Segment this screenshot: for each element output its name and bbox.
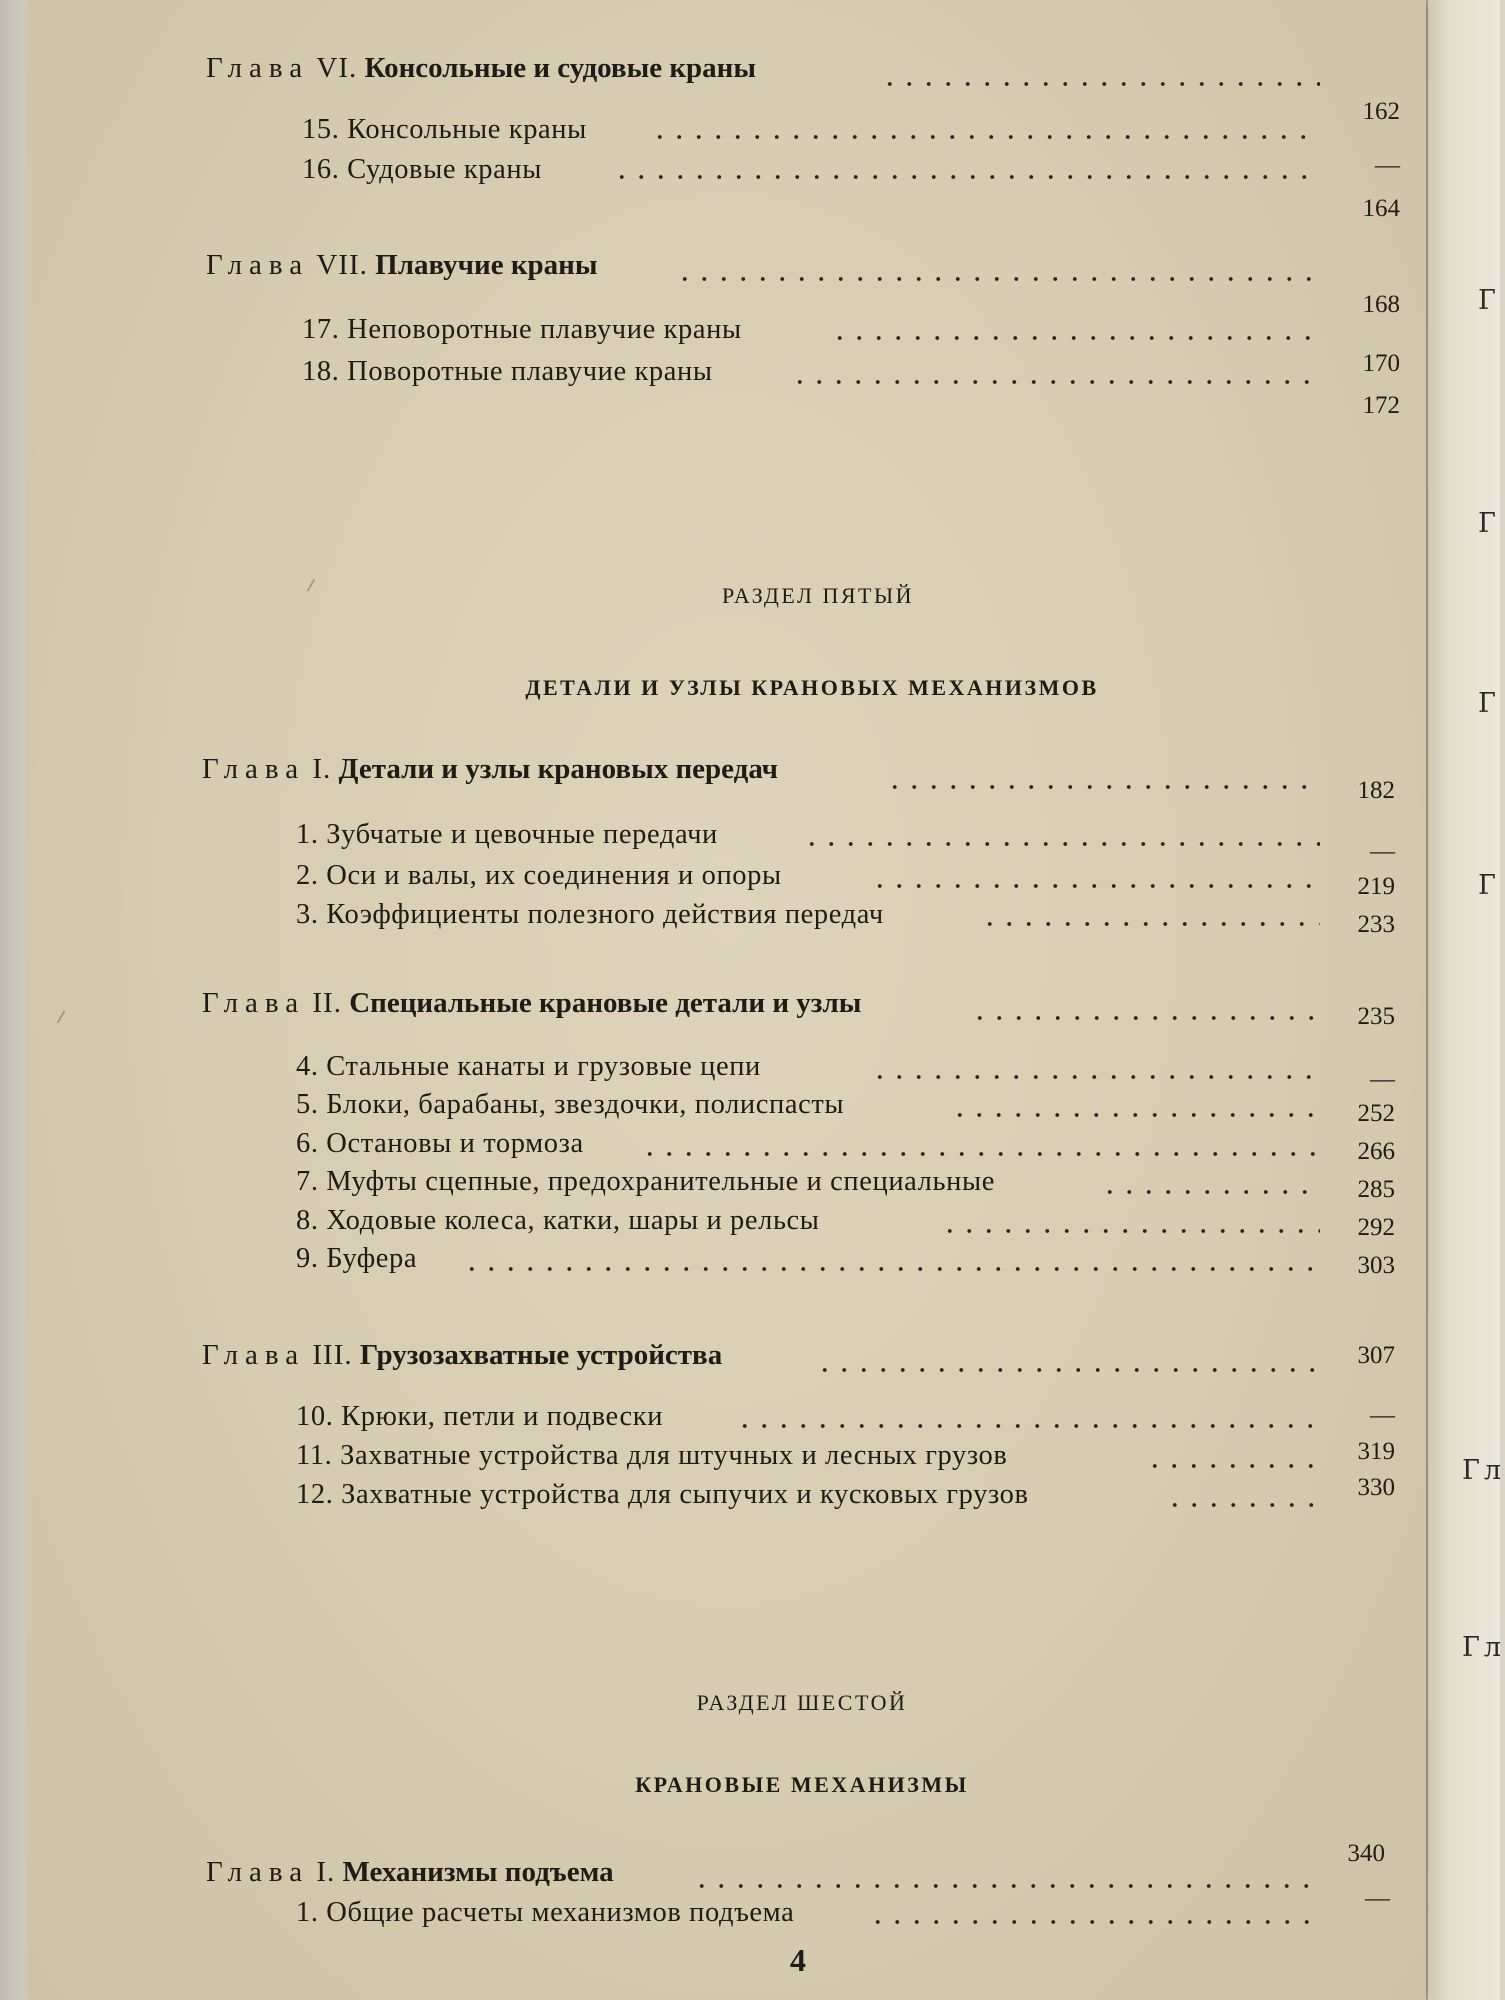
page-number: 219 [1357,873,1395,900]
page-number: 292 [1357,1214,1395,1241]
chapter-word: Глава [206,52,310,84]
dot-leader [462,1267,1320,1271]
chapter-title: Механизмы подъема [342,1856,614,1888]
dot-leader [1145,1464,1320,1468]
page-number: 303 [1357,1252,1395,1279]
page-number: — [1370,1402,1395,1429]
dot-leader [880,82,1320,86]
page-number: 170 [1362,350,1400,377]
dot-leader [980,922,1320,926]
dot-leader [692,1884,1320,1888]
dot-leader [640,1152,1320,1156]
toc-entry: 4. Стальные канаты и грузовые цепи [296,1051,761,1082]
dot-leader [815,1368,1320,1372]
dot-leader [612,175,1320,179]
toc-entry: 18. Поворотные плавучие краны [302,356,713,387]
toc-entry: 1. Зубчатые и цевочные передачи [296,819,718,850]
toc-entry: 2. Оси и валы, их соединения и опоры [296,860,782,891]
chapter-number: II. [312,987,342,1019]
dot-leader [802,842,1320,846]
dot-leader [870,1075,1320,1079]
page-number: 164 [1362,195,1400,222]
next-page-fragment: Гл [1462,1455,1505,1486]
dot-leader [1165,1503,1320,1507]
toc-entry: 15. Консольные краны [302,114,587,145]
folio-page-number: 4 [790,1942,806,1978]
page-number: 340 [1347,1840,1385,1867]
page-number: 168 [1362,291,1400,318]
page-number: — [1370,1066,1395,1093]
table-edge [0,0,30,2000]
dot-leader [735,1424,1320,1428]
chapter-number: VI. [316,52,358,84]
chapter-number: III. [312,1339,353,1371]
page-number: — [1370,838,1395,865]
dot-leader [650,135,1320,139]
dot-leader [950,1113,1320,1117]
toc-entry: 3. Коэффициенты полезного действия передач [296,899,884,930]
dot-leader [885,785,1320,789]
page-number: — [1365,1885,1390,1912]
dot-leader [868,1920,1320,1924]
chapter-title: Детали и узлы крановых передач [338,753,779,785]
chapter-number: VII. [316,249,368,281]
chapter-heading [206,249,598,282]
chapter-title: Плавучие краны [375,249,598,281]
toc-entry: 16. Судовые краны [302,154,542,185]
chapter-number: I. [316,1856,336,1888]
chapter-word: Глава [206,249,310,281]
dot-leader [790,380,1320,384]
toc-entry: 8. Ходовые колеса, катки, шары и рельсы [296,1205,820,1236]
toc-entry: 17. Неповоротные плавучие краны [302,314,742,345]
page-number: 266 [1357,1138,1395,1165]
page-number: 285 [1357,1176,1395,1203]
toc-entry: 10. Крюки, петли и подвески [296,1401,664,1432]
toc-entry: 7. Муфты сцепные, предохранительные и специальные [296,1166,995,1197]
chapter-word: Глава [202,753,306,785]
section-title: КРАНОВЫЕ МЕХАНИЗМЫ [635,1772,969,1797]
dot-leader [870,884,1320,888]
section-label: РАЗДЕЛ ШЕСТОЙ [696,1690,908,1715]
toc-entry: 5. Блоки, барабаны, звездочки, полиспасты [296,1089,845,1120]
section-title: ДЕТАЛИ И УЗЛЫ КРАНОВЫХ МЕХАНИЗМОВ [525,675,1099,700]
next-page-fragment: Г [1478,285,1496,316]
chapter-heading [202,1339,722,1372]
chapter-title: Специальные крановые детали и узлы [349,987,862,1019]
page-number: 172 [1362,392,1400,419]
page-number: 307 [1357,1342,1395,1369]
chapter-heading [206,52,756,85]
page-number: 182 [1357,777,1395,804]
dot-leader [1100,1190,1320,1194]
next-page-fragment: Г [1478,688,1496,719]
page-number: 252 [1357,1100,1395,1127]
page-number: 319 [1357,1438,1395,1465]
page-number: — [1375,152,1400,179]
toc-entry: 11. Захватные устройства для штучных и лесных грузов [296,1440,1008,1471]
dot-leader [940,1229,1320,1233]
page-number: 162 [1362,98,1400,125]
chapter-title: Грузозахватные устройства [359,1339,723,1371]
toc-entry: 1. Общие расчеты механизмов подъема [296,1897,795,1928]
chapter-title: Консольные и судовые краны [364,52,757,84]
page-number: 233 [1357,911,1395,938]
chapter-heading [202,753,778,786]
toc-entry: 9. Буфера [296,1243,418,1274]
next-page-fragment: Г [1478,870,1496,901]
page-number: 235 [1357,1003,1395,1030]
toc-entry: 6. Остановы и тормоза [296,1128,584,1159]
chapter-word: Глава [202,987,306,1019]
dot-leader [830,336,1320,340]
dot-leader [675,277,1320,281]
toc-entry: 12. Захватные устройства для сыпучих и кусковых грузов [296,1479,1029,1510]
next-page-fragment: Г [1478,508,1496,539]
chapter-word: Глава [206,1856,310,1888]
section-label: РАЗДЕЛ ПЯТЫЙ [721,583,915,608]
dot-leader [970,1016,1320,1020]
page-number: 330 [1357,1474,1395,1501]
next-page-fragment: Гл [1462,1632,1505,1663]
chapter-word: Глава [202,1339,306,1371]
chapter-heading [202,987,861,1020]
chapter-heading [206,1856,614,1889]
chapter-number: I. [312,753,332,785]
